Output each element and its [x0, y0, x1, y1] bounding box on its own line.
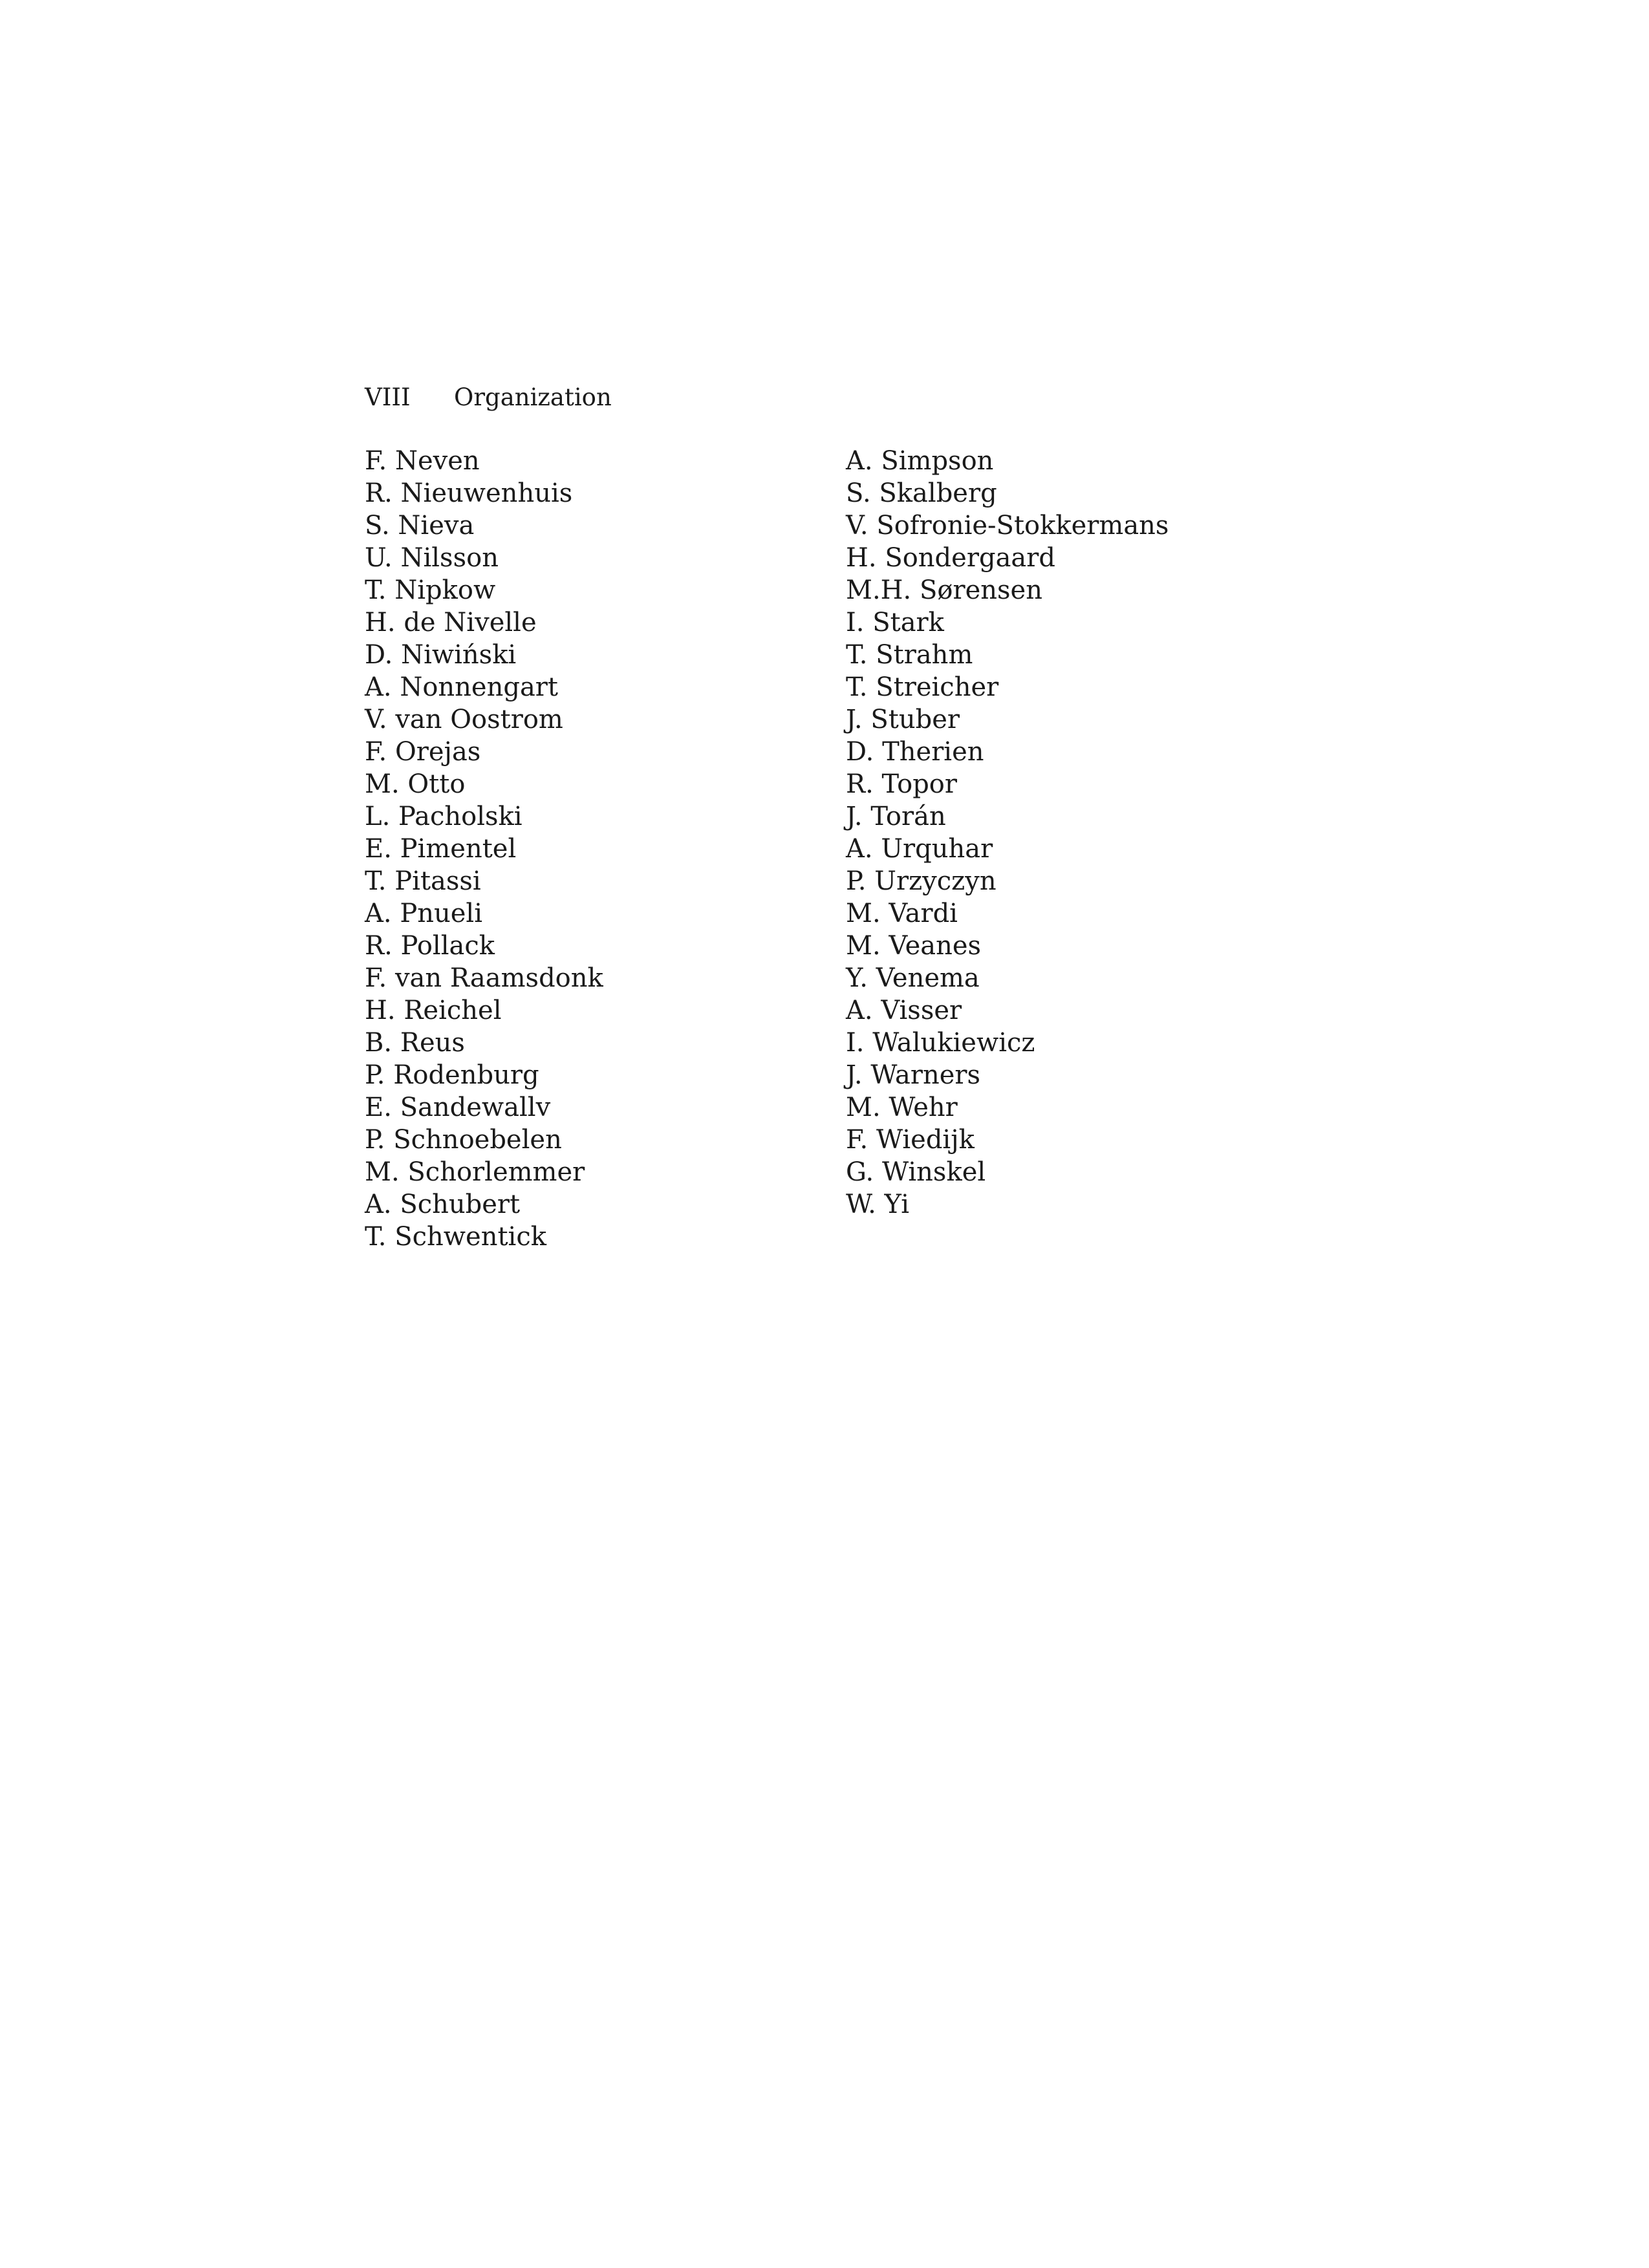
name-entry: R. Pollack — [365, 931, 495, 961]
name-entry: A. Visser — [846, 996, 962, 1025]
name-entry: T. Nipkow — [365, 575, 496, 605]
name-entry: A. Schubert — [365, 1190, 521, 1219]
name-entry: T. Streicher — [846, 672, 999, 702]
name-entry: S. Skalberg — [846, 478, 997, 508]
name-entry: J. Warners — [846, 1060, 981, 1090]
name-entry: R. Topor — [846, 769, 958, 799]
name-entry: A. Simpson — [846, 446, 994, 476]
name-entry: R. Nieuwenhuis — [365, 478, 573, 508]
name-entry: D. Niwiński — [365, 640, 517, 670]
name-entry: V. Sofronie-Stokkermans — [846, 511, 1169, 540]
name-entry: B. Reus — [365, 1028, 465, 1058]
name-entry: P. Rodenburg — [365, 1060, 539, 1090]
name-entry: H. Reichel — [365, 996, 502, 1025]
name-entry: E. Pimentel — [365, 834, 517, 864]
name-entry: J. Stuber — [846, 705, 960, 734]
name-entry: E. Sandewallv — [365, 1093, 551, 1122]
name-entry: M. Otto — [365, 769, 466, 799]
name-entry: A. Nonnengart — [365, 672, 559, 702]
name-entry: A. Pnueli — [365, 899, 483, 928]
names-left-column — [365, 445, 603, 1253]
section-title: Organization — [454, 383, 612, 411]
name-entry: I. Stark — [846, 608, 944, 637]
name-entry: W. Yi — [846, 1190, 910, 1219]
name-entry: Y. Venema — [846, 963, 980, 993]
name-entry: I. Walukiewicz — [846, 1028, 1035, 1058]
name-entry: H. Sondergaard — [846, 543, 1055, 573]
page-header — [365, 379, 612, 415]
name-entry: F. Orejas — [365, 737, 481, 767]
name-entry: V. van Oostrom — [365, 705, 563, 734]
name-entry: F. van Raamsdonk — [365, 963, 603, 993]
name-entry: U. Nilsson — [365, 543, 499, 573]
name-entry: T. Pitassi — [365, 866, 481, 896]
name-entry: M. Schorlemmer — [365, 1157, 585, 1187]
name-entry: F. Wiedijk — [846, 1125, 975, 1155]
name-entry: P. Schnoebelen — [365, 1125, 562, 1155]
name-entry: M. Veanes — [846, 931, 982, 961]
name-entry: M.H. Sørensen — [846, 575, 1042, 605]
name-entry: D. Therien — [846, 737, 984, 767]
page-number: VIII — [365, 383, 411, 411]
name-entry: L. Pacholski — [365, 802, 523, 831]
name-entry: G. Winskel — [846, 1157, 986, 1187]
name-entry: J. Torán — [846, 802, 946, 831]
name-entry: H. de Nivelle — [365, 608, 537, 637]
name-entry: P. Urzyczyn — [846, 866, 997, 896]
name-entry: M. Wehr — [846, 1093, 958, 1122]
name-entry: M. Vardi — [846, 899, 958, 928]
name-entry: T. Strahm — [846, 640, 973, 670]
names-right-column — [846, 445, 1169, 1221]
name-entry: T. Schwentick — [365, 1222, 546, 1252]
name-entry: F. Neven — [365, 446, 480, 476]
name-entry: S. Nieva — [365, 511, 475, 540]
name-entry: A. Urquhar — [846, 834, 993, 864]
